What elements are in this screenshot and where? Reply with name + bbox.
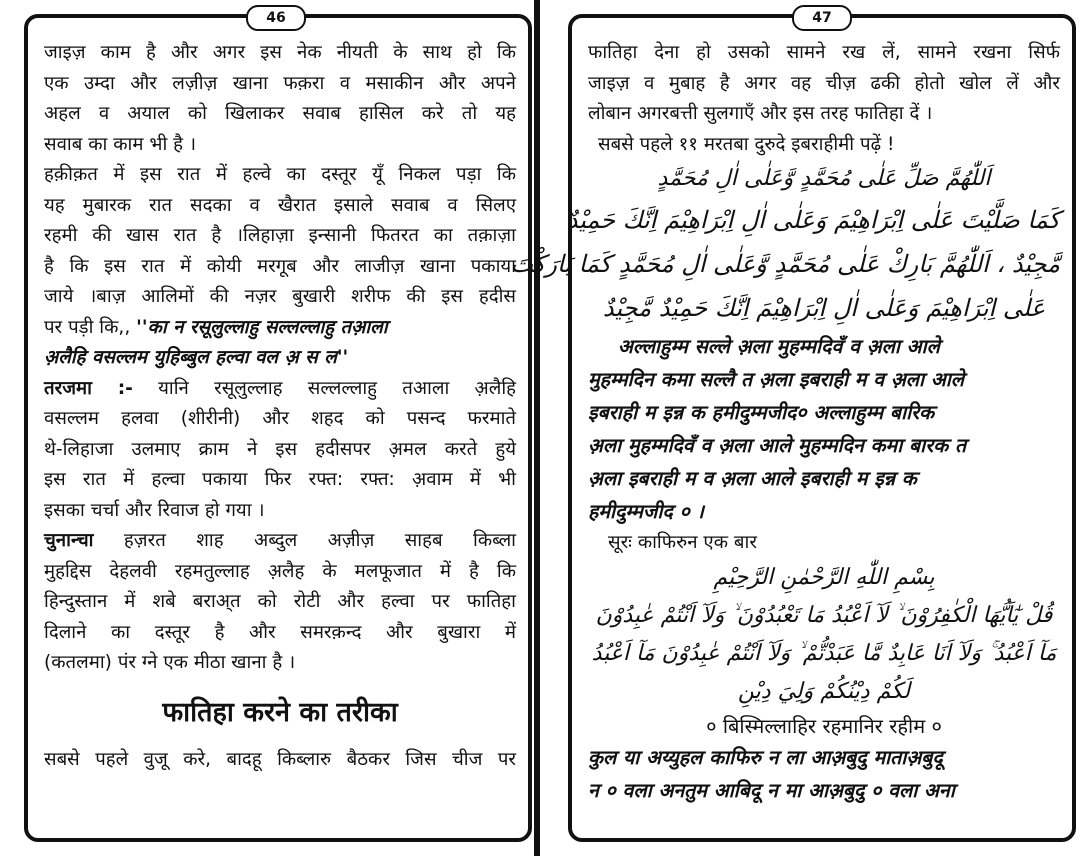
text-line: हिन्दुस्तान में शबे बराअ्त को रोटी और हल्वा पर फातिहा <box>44 591 516 612</box>
chunancha-line <box>44 526 516 557</box>
transliteration-line: हमीदुम्मजीद ० । <box>588 500 704 523</box>
surah-title: सूरः काफिरुन एक बार <box>608 532 757 553</box>
text-line: है कि इस रात में कोयी मरगूब और लाजीज़ खाना पकाया <box>44 255 516 277</box>
bismillah-arabic: بِسْمِ اللّٰهِ الرَّحْمٰنِ الرَّحِيْمِ <box>713 564 935 590</box>
chunancha-text: हज़रत शाह अब्दुल अज़ीज़ साहब किब्ला <box>123 530 516 551</box>
hadith-intro: पर पड़ी कि,, <box>44 316 131 338</box>
text-line: सबसे पहले ११ मरतबा दुरुदे इबराहीमी पढ़ें ! <box>598 133 895 155</box>
transliteration-line: कुल या अय्युहल काफिरु न ला आअ़बुदु माताअ़बुदू <box>588 746 943 769</box>
text-line: सवाब का काम भी है । <box>44 133 197 155</box>
text-line: लोबान अगरबत्ती सुलगाएँ और इस तरह फातिहा दें । <box>588 103 933 124</box>
arabic-line: عَلٰى اِبْرَاهِيْمَ وَعَلٰى اٰلِ اِبْرَاهِيْمَ اِنَّكَ حَمِيْدٌ مَّجِيْدٌ <box>602 294 1046 322</box>
left-page-content <box>44 38 516 775</box>
transliteration-line: मुहम्मदिन कमा सल्लै त अ़ला इबराही म व अ़ला आले <box>588 368 964 391</box>
left-page-frame <box>24 14 532 842</box>
text-line: यह मुबारक रात सदका व खैरात इसाले सवाब व सिलए <box>44 194 516 216</box>
transliteration-line: अल्लाहुम्म सल्ले अ़ला मुहम्मदिवँ व अ़ला आले <box>618 335 940 358</box>
text-line: अहल व अयाल को खिलाकर सवाब हासिल करे तो यह <box>44 103 516 124</box>
right-page-content <box>510 38 1060 807</box>
text-line: रहमी की खास रात है ।लिहाज़ा इन्सानी फितरत का तक़ाज़ा <box>44 225 516 246</box>
left-page <box>0 0 540 856</box>
hadith-line <box>44 313 516 344</box>
arabic-line: كَمَا صَلَّيْتَ عَلٰى اِبْرَاهِيْمَ وَعَلٰى اٰلِ اِبْرَاهِيْمَ اِنَّكَ حَمِيْدٌ <box>566 206 1060 234</box>
arabic-line: لَكُمْ دِيْنُكُمْ وَلِيَ دِيْنِ <box>737 678 911 704</box>
transliteration-line: न ० वला अनतुम आबिदू न मा आअ़बुदु ० वला अना <box>588 779 955 802</box>
arabic-line: اَللّٰهُمَّ صَلِّ عَلٰى مُحَمَّدٍ وَّعَلٰى اٰلِ مُحَمَّدٍ <box>657 166 991 191</box>
text-line: (कतलमा) पंर ग्ने एक मीठा खाना है । <box>44 652 296 673</box>
text-line: एक उम्दा और लज़ीज़ खाना फक़रा व मसाकीन और अपने <box>44 72 516 94</box>
text-line: जाये ।बाज़ आलिमों की नज़र बुखारी शरीफ की इस हदीस <box>44 286 516 307</box>
text-line: फातिहा देना हो उसको सामने रख लें, सामने रखना सिर्फ <box>588 42 1060 63</box>
text-line: जाइज़ काम है और अगर इस नेक नीयती के साथ हो कि <box>44 42 516 63</box>
section-heading: फातिहा करने का तरीका <box>162 696 398 728</box>
page-number: 47 <box>792 5 852 31</box>
text-line: सबसे पहले वुजू करे, बादहू किब्लारु बैठकर जिस चीज पर <box>44 748 516 770</box>
right-page <box>510 0 1086 856</box>
tarjama-label: तरजमा :- <box>44 377 133 399</box>
text-line: मुहद्दिस देहलवी रहमतुल्लाह अ़लैह के मलफूजात में है कि <box>44 560 516 582</box>
chunancha-label: चुनान्चा <box>44 530 94 551</box>
arabic-line: قُلْ يٰٓاَيُّهَا الْكٰفِرُوْنَ ۙ لَآ اَعْبُدُ مَا تَعْبُدُوْنَ ۙ وَلَآ اَنْتُمْ عٰبِدُوْنَ <box>595 602 1053 628</box>
text-line: जाइज़ व मुबाह है अगर वह चीज़ ढकी होतो खोल लें और <box>588 72 1060 94</box>
text-line: इस रात में हल्वा पकाया फिर रफ्त: रफ्त: अ़वाम में भी <box>44 469 516 490</box>
text-line: दिलाने का दस्तूर है और समरक़न्द और बुखारा में <box>44 621 516 643</box>
arabic-line: مَّجِيْدٌ ، اَللّٰهُمَّ بَارِكْ عَلٰى مُحَمَّدٍ وَّعَلٰى اٰلِ مُحَمَّدٍ كَمَا بَارَكْتَ <box>510 250 1060 278</box>
hadith-text: ''का न रसूलुल्लाहु सल्लल्लाहु तआ़ला <box>136 316 388 338</box>
tarjama-text: यानि रसूलुल्लाह सल्लल्लाहु तआला अ़लैहि <box>158 377 517 399</box>
hadith-text: अ़लैहि वसल्लम युहिब्बुल हल्वा वल अ़ स ल'' <box>44 347 349 368</box>
right-page-frame <box>510 14 1076 842</box>
transliteration-line: अ़ला मुहम्मदिवँ व अ़ला आले मुहम्मदिन कमा बारक त <box>588 434 967 457</box>
bismillah-hindi: ० बिस्मिल्लाहिर रहमानिर रहीम ० <box>706 713 942 738</box>
tarjama-line <box>44 374 516 405</box>
text-line: इसका चर्चा और रिवाज हो गया । <box>44 499 265 521</box>
arabic-line: مَآ اَعْبُدُ ۚ وَلَآ اَنَا عَابِدٌ مَّا عَبَدْتُّمْ ۙ وَلَآ اَنْتُمْ عٰبِدُوْنَ مَآ اَعْبُدُ <box>591 640 1057 666</box>
text-line: थे-लिहाजा उलमाए क्राम ने इस हदीसपर अ़मल करते हुये <box>44 438 516 460</box>
text-line: हक़ीक़त में इस रात में हल्वे का दस्तूर यूँ निकल पड़ा कि <box>44 164 516 185</box>
transliteration-line: अ़ला इबराही म व अ़ला आले इबराही म इन्न क <box>588 467 917 490</box>
page-number: 46 <box>246 5 306 31</box>
text-line: वसल्लम हलवा (शीरीनी) और शहद को पसन्द फरमाते <box>44 408 516 429</box>
transliteration-line: इबराही म इन्न क हमीदुम्मजीद० अल्लाहुम्म बारिक <box>588 401 935 424</box>
